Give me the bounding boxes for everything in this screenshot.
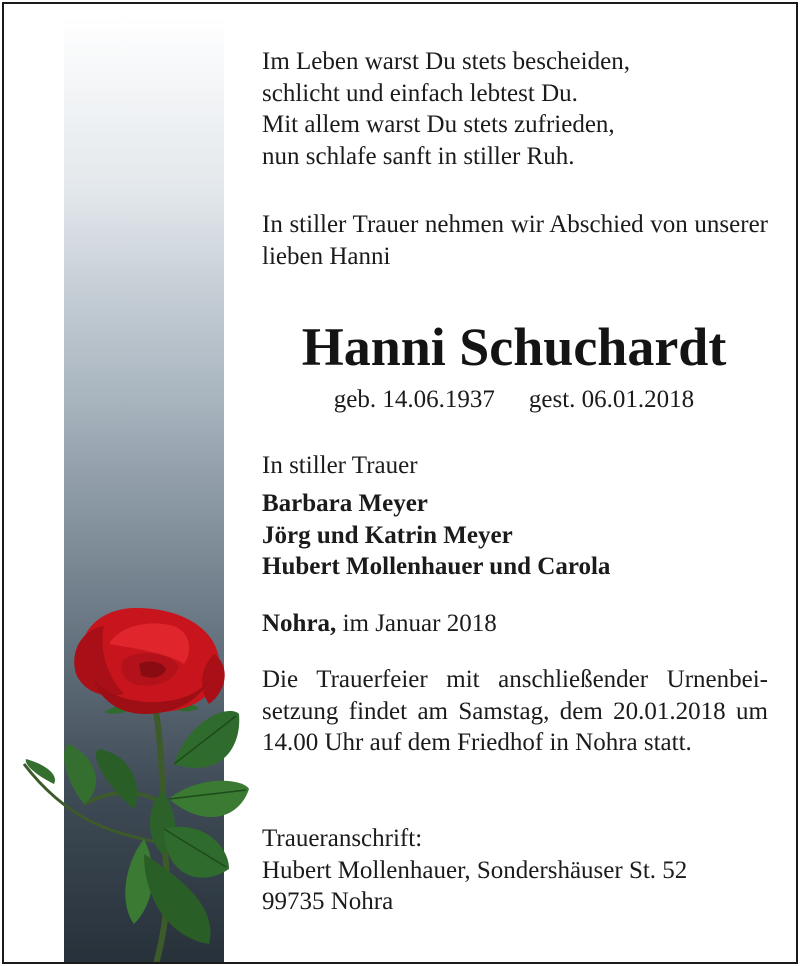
verse-line: Mit allem warst Du stets zufrieden, <box>262 111 615 138</box>
death-date: gest. 06.01.2018 <box>528 386 695 413</box>
red-rose-icon <box>14 604 254 964</box>
mourner-name: Jörg und Katrin Meyer <box>262 521 513 549</box>
verse-line: nun schlafe sanft in stiller Ruh. <box>262 142 575 170</box>
verse-line: Im Leben warst Du stets bescheiden, <box>262 48 630 75</box>
address-heading: Traueranschrift: <box>262 825 423 852</box>
birth-date: geb. 14.06.1937 <box>333 386 495 413</box>
verse-line: schlicht und einfach lebtest Du. <box>262 79 578 107</box>
mourner-name: Hubert Mollenhauer und Carola <box>262 553 611 580</box>
mourner-name: Barbara Meyer <box>262 490 428 517</box>
place-town: Nohra, <box>262 610 337 637</box>
mourners-list <box>262 488 768 583</box>
mourning-line: In stiller Trauer <box>262 452 418 479</box>
memorial-verse <box>262 46 768 172</box>
funeral-service-info: Die Trauerfeier mit anschließender Urnenbei-setzung findet am Samstag, dem 20.01.2018 um 14.00 Uhr auf dem Friedhof in Nohra statt. <box>262 666 768 756</box>
farewell-intro: In stiller Trauer nehmen wir Abschied von unserer lieben Hanni <box>262 211 768 270</box>
address-city: 99735 Nohra <box>262 888 394 915</box>
address-street: Hubert Mollenhauer, Sondershäuser St. 52 <box>262 856 688 884</box>
life-dates <box>234 384 794 415</box>
place-and-date <box>262 608 768 640</box>
place-date: im Januar 2018 <box>342 610 497 637</box>
deceased-name: Hanni Schuchardt <box>301 317 727 377</box>
obituary-notice <box>2 2 798 964</box>
condolence-address <box>262 823 768 918</box>
